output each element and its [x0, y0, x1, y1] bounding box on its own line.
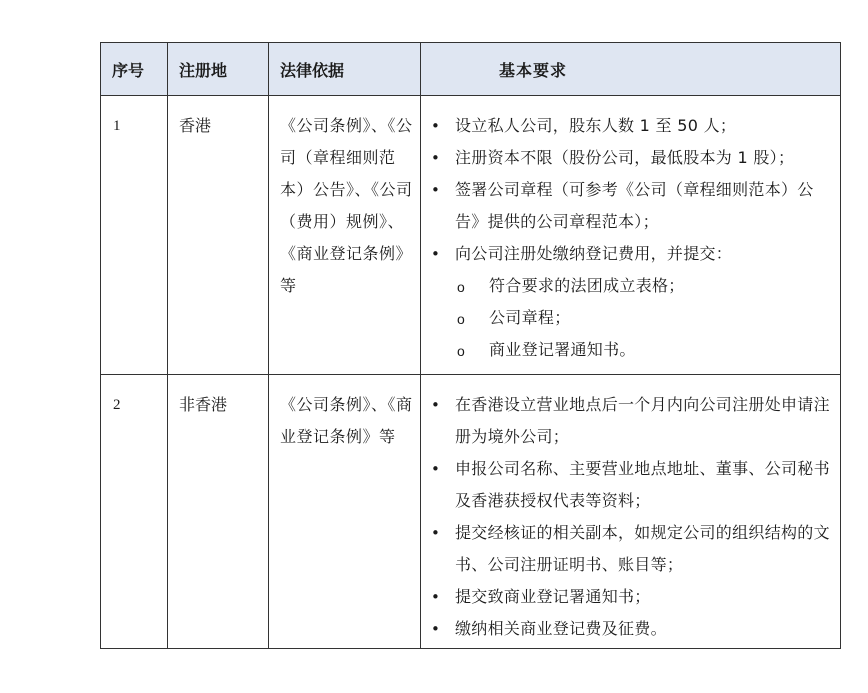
requirement-item: • 签署公司章程（可参考《公司（章程细则范本）公告》提供的公司章程范本）；: [431, 174, 838, 238]
sub-requirement-item: o 符合要求的法团成立表格；: [455, 270, 838, 302]
row-requirements: [421, 96, 841, 375]
row-legal-basis: 《公司条例》、《公司（章程细则范本）公告》、《公司（费用）规例》、《商业登记条例》等: [269, 96, 421, 375]
table-row: [101, 96, 841, 375]
requirement-item: • 提交经核证的相关副本，如规定公司的组织结构的文书、公司注册证明书、账目等；: [431, 517, 838, 581]
requirement-item: • 申报公司名称、主要营业地点地址、董事、公司秘书及香港获授权代表等资料；: [431, 453, 838, 517]
sub-requirement-item: o 商业登记署通知书。: [455, 334, 838, 366]
registration-table: [100, 42, 840, 649]
table-row: [101, 375, 841, 649]
row-legal-basis: 《公司条例》、《商业登记条例》等: [269, 375, 421, 649]
requirement-item: [431, 238, 838, 366]
row-requirements: [421, 375, 841, 649]
requirement-item: • 提交致商业登记署通知书；: [431, 581, 838, 613]
sub-requirement-item: o 公司章程；: [455, 302, 838, 334]
row-number: 2: [101, 375, 168, 649]
requirement-item-text: 向公司注册处缴纳登记费用，并提交：: [455, 244, 733, 263]
requirements-list: [431, 110, 838, 366]
header-place: 注册地: [168, 43, 269, 96]
requirement-item: • 设立私人公司，股东人数 1 至 50 人；: [431, 110, 838, 142]
header-legal-basis: 法律依据: [269, 43, 421, 96]
table-header-row: [101, 43, 841, 96]
row-place: 非香港: [168, 375, 269, 649]
sub-requirements-list: [455, 270, 838, 366]
row-place: 香港: [168, 96, 269, 375]
header-requirements: 基本要求: [421, 43, 841, 96]
header-number: 序号: [101, 43, 168, 96]
requirement-item: • 缴纳相关商业登记费及征费。: [431, 613, 838, 645]
requirements-list: [431, 389, 838, 645]
requirement-item: • 注册资本不限（股份公司，最低股本为 1 股）；: [431, 142, 838, 174]
requirements-table: [100, 42, 841, 649]
row-number: 1: [101, 96, 168, 375]
requirement-item: • 在香港设立营业地点后一个月内向公司注册处申请注册为境外公司；: [431, 389, 838, 453]
